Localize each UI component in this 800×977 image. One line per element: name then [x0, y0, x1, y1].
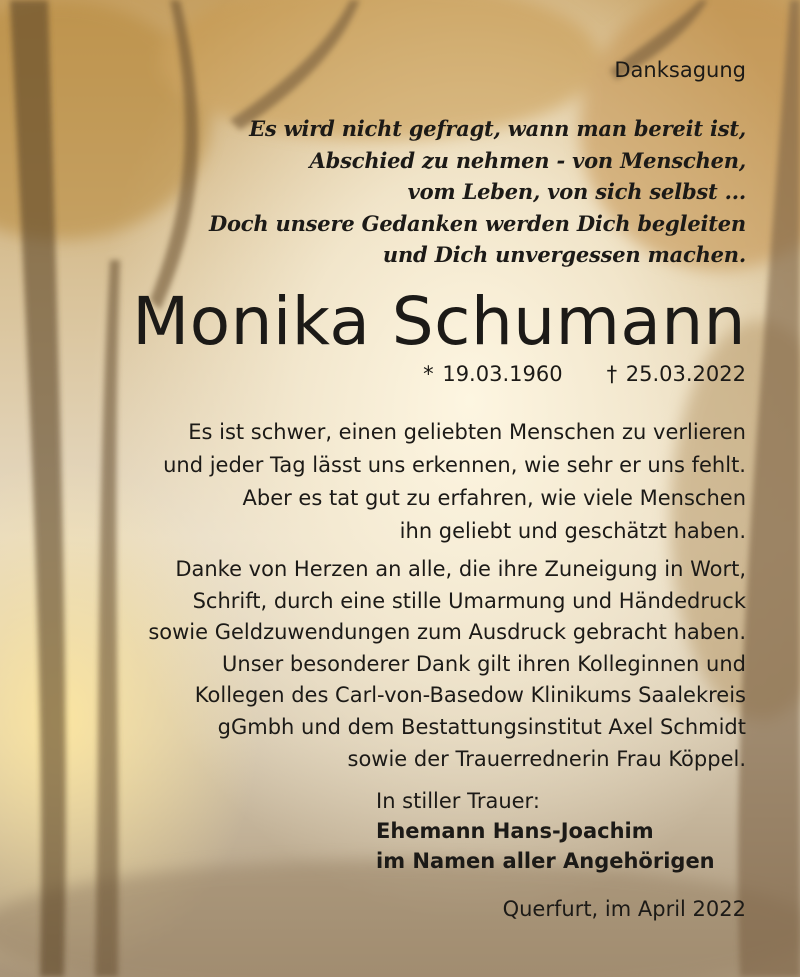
- paragraph-line: sowie der Trauerrednerin Frau Köppel.: [347, 746, 746, 771]
- quote-line: Abschied zu nehmen - von Menschen,: [309, 147, 746, 173]
- signature-intro: In stiller Trauer:: [376, 789, 540, 813]
- birth-date: * 19.03.1960: [423, 362, 563, 386]
- deceased-name: Monika Schumann: [132, 283, 746, 360]
- quote-line: und Dich unvergessen machen.: [382, 242, 746, 267]
- paragraph-line: Danke von Herzen an alle, die ihre Zuneigung in Wort,: [175, 557, 746, 581]
- memorial-quote: [40, 113, 746, 271]
- heading-danksagung: Danksagung: [614, 58, 746, 82]
- thanks-paragraph-1: [40, 416, 746, 548]
- signature-name: Ehemann Hans-Joachim: [376, 819, 654, 843]
- paragraph-line: und jeder Tag lässt uns erkennen, wie sehr er uns fehlt.: [163, 453, 746, 477]
- paragraph-line: Aber es tat gut zu erfahren, wie viele Menschen: [242, 486, 746, 510]
- paragraph-line: gGmbh und dem Bestattungsinstitut Axel Schmidt: [217, 714, 746, 739]
- death-date: † 25.03.2022: [606, 362, 746, 386]
- thanks-paragraph-2: [40, 554, 746, 775]
- signature-block: [376, 786, 715, 876]
- paragraph-line: Schrift, durch eine stille Umarmung und Händedruck: [192, 588, 746, 613]
- quote-line: Doch unsere Gedanken werden Dich begleiten: [208, 210, 746, 236]
- signature-relatives: im Namen aller Angehörigen: [376, 849, 715, 873]
- quote-line: Es wird nicht gefragt, wann man bereit ist,: [249, 116, 746, 141]
- quote-line: vom Leben, von sich selbst ...: [407, 179, 746, 204]
- paragraph-line: sowie Geldzuwendungen zum Ausdruck gebracht haben.: [148, 620, 746, 645]
- paragraph-line: ihn geliebt und geschätzt haben.: [399, 519, 746, 543]
- paragraph-line: Es ist schwer, einen geliebten Menschen zu verlieren: [188, 420, 746, 444]
- place-date: Querfurt, im April 2022: [502, 897, 746, 921]
- paragraph-line: Unser besonderer Dank gilt ihren Kolleginnen und: [222, 651, 746, 676]
- life-dates: [40, 362, 746, 386]
- paragraph-line: Kollegen des Carl-von-Basedow Klinikums Saalekreis: [194, 683, 746, 708]
